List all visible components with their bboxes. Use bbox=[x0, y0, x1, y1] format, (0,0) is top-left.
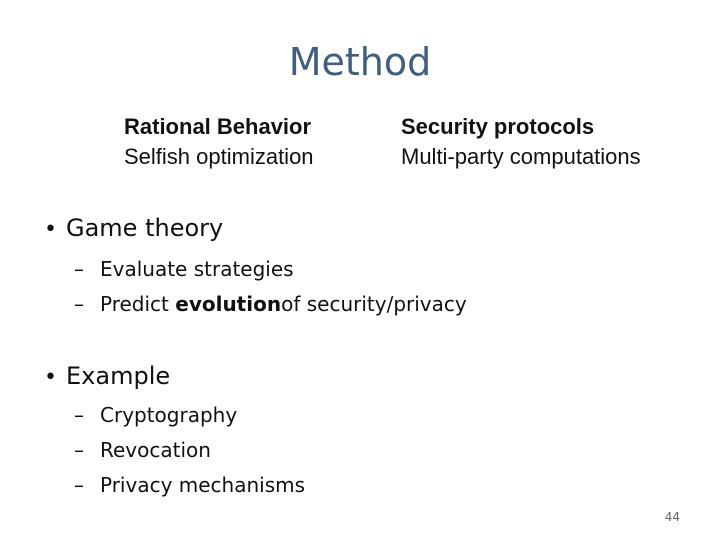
list-item bbox=[74, 433, 305, 468]
dash-icon: – bbox=[74, 473, 84, 497]
list-item-emphasis: evolution bbox=[175, 292, 282, 316]
column-heading: Security protocols bbox=[401, 114, 595, 139]
sub-list-example bbox=[74, 398, 305, 503]
column-subheading: Multi-party computations bbox=[401, 144, 641, 169]
bullet-dot-icon: • bbox=[44, 365, 57, 390]
sub-list-game-theory bbox=[74, 252, 467, 322]
bullet-label: Game theory bbox=[66, 214, 224, 242]
slide-title: Method bbox=[288, 40, 432, 84]
bullet-dot-icon: • bbox=[44, 217, 57, 242]
bullet-game-theory bbox=[44, 214, 223, 242]
column-rational-behavior bbox=[124, 112, 314, 172]
list-item-suffix: of security/privacy bbox=[281, 292, 467, 316]
list-item-text: Evaluate strategies bbox=[100, 257, 294, 281]
column-security-protocols bbox=[401, 112, 641, 172]
list-item-prefix: Predict bbox=[100, 292, 176, 316]
column-heading: Rational Behavior bbox=[124, 114, 312, 139]
dash-icon: – bbox=[74, 257, 84, 281]
dash-icon: – bbox=[74, 292, 84, 316]
list-item bbox=[74, 398, 305, 433]
page-number: 44 bbox=[664, 510, 680, 524]
bullet-example bbox=[44, 362, 170, 390]
list-item-text: Revocation bbox=[100, 438, 211, 462]
bullet-label: Example bbox=[66, 362, 171, 390]
list-item-text: Privacy mechanisms bbox=[100, 473, 306, 497]
list-item bbox=[74, 287, 467, 322]
list-item-text: Cryptography bbox=[100, 403, 238, 427]
dash-icon: – bbox=[74, 403, 84, 427]
list-item bbox=[74, 468, 305, 503]
dash-icon: – bbox=[74, 438, 84, 462]
list-item bbox=[74, 252, 467, 287]
column-subheading: Selfish optimization bbox=[124, 144, 314, 169]
